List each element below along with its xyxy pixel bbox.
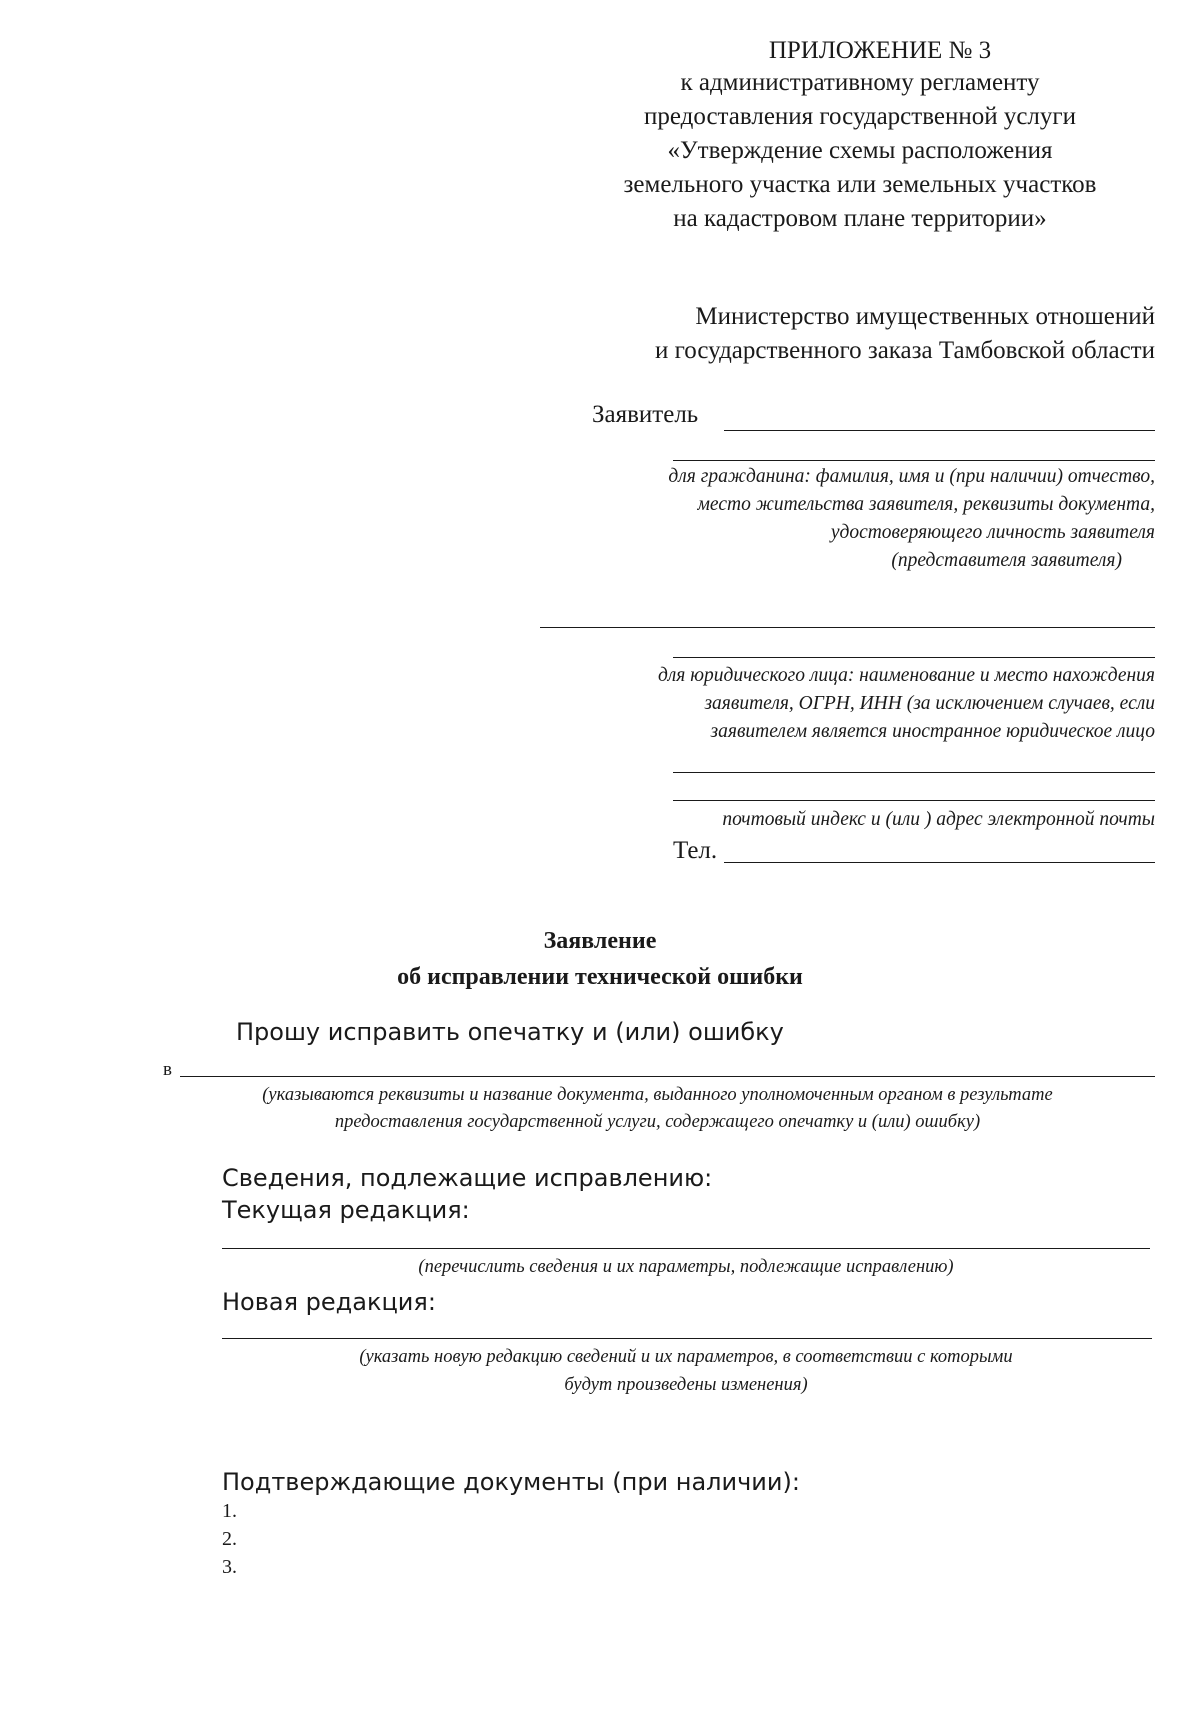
document-item-2: 2. [222,1528,237,1550]
request-prefix: в [163,1059,172,1080]
new-label: Новая редакция: [222,1288,436,1316]
legal-input-line[interactable] [540,627,1155,628]
postal-input-line[interactable] [673,772,1155,773]
addressee-line-1: Министерство имущественных отношений [695,303,1155,330]
current-label: Текущая редакция: [222,1196,470,1224]
citizen-hint-1: для гражданина: фамилия, имя и (при наличии) отчество, [668,466,1155,487]
phone-input-line[interactable] [724,862,1155,863]
documents-heading: Подтверждающие документы (при наличии): [222,1468,800,1496]
current-input-line[interactable] [222,1248,1150,1249]
document-item-3: 3. [222,1556,237,1578]
postal-input-line-2[interactable] [673,800,1155,801]
legal-hint-2: заявителя, ОГРН, ИНН (за исключением случаев, если [704,693,1155,714]
addressee-line-2: и государственного заказа Тамбовской области [655,337,1155,364]
citizen-hint-2: место жительства заявителя, реквизиты документа, [697,494,1155,515]
appendix-title: ПРИЛОЖЕНИЕ № 3 [768,37,992,64]
request-text: Прошу исправить опечатку и (или) ошибку [236,1018,784,1046]
header-line-5: на кадастровом плане территории» [673,205,1047,232]
phone-label: Тел. [673,837,718,864]
header-line-4: земельного участка или земельных участков [623,171,1097,198]
header-line-2: предоставления государственной услуги [643,103,1077,130]
postal-hint: почтовый индекс и (или ) адрес электронной почты [722,809,1155,830]
legal-hint-1: для юридического лица: наименование и место нахождения [657,665,1155,686]
legal-hint-3: заявителем является иностранное юридическое лицо [710,721,1155,742]
corrections-heading: Сведения, подлежащие исправлению: [222,1164,713,1192]
applicant-label: Заявитель [592,401,699,428]
document-item-1: 1. [222,1500,237,1522]
header-line-3: «Утверждение схемы расположения [667,137,1053,164]
applicant-input-line-2[interactable] [673,460,1155,461]
header-line-1: к административному регламенту [680,69,1040,96]
request-document-line[interactable] [180,1076,1155,1077]
new-hint-1: (указать новую редакцию сведений и их параметров, в соответствии с которыми [359,1347,1013,1367]
citizen-hint-3: удостоверяющего личность заявителя [830,522,1155,543]
request-hint-2: предоставления государственной услуги, содержащего опечатку и (или) ошибку) [334,1112,981,1132]
document-subtitle: об исправлении технической ошибки [397,964,803,990]
new-hint-2: будут произведены изменения) [564,1375,808,1395]
new-input-line[interactable] [222,1338,1152,1339]
current-hint: (перечислить сведения и их параметры, подлежащие исправлению) [418,1257,954,1277]
applicant-input-line[interactable] [724,430,1155,431]
legal-input-line-2[interactable] [673,657,1155,658]
request-hint-1: (указываются реквизиты и название документа, выданного уполномоченным органом в результате [262,1085,1053,1105]
document-title: Заявление [543,928,657,954]
citizen-hint-4: (представителя заявителя) [891,550,1122,571]
